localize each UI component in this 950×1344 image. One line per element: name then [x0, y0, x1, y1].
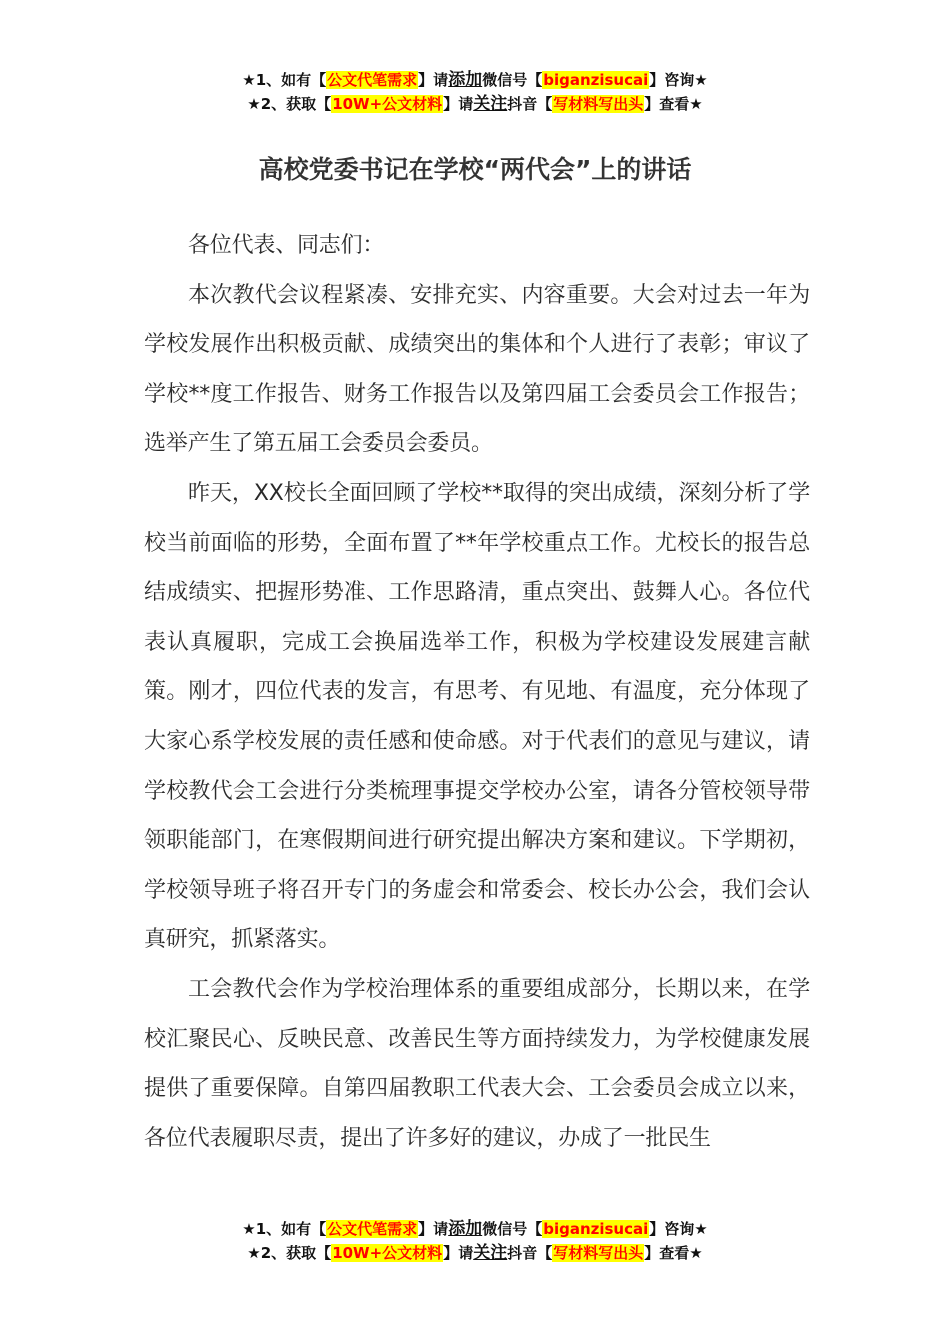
banner-highlight-materials: 10W+公文材料 [332, 1244, 443, 1262]
banner-line-1-suffix: 】咨询★ [649, 71, 708, 89]
banner-line-2-suffix: 】查看★ [644, 95, 703, 113]
banner-highlight-wechat-id: biganzisucai [543, 71, 649, 89]
banner-line-2 [0, 1241, 950, 1265]
banner-line-1-suffix: 】咨询★ [649, 1220, 708, 1238]
document-body [144, 221, 810, 1163]
banner-line-2-mid: 】请 [443, 1244, 474, 1262]
banner-line-2-mid: 】请 [443, 95, 474, 113]
footer-banner [0, 1217, 950, 1265]
banner-line-1-mid2: 微信号【 [482, 71, 543, 89]
banner-line-2-mid2: 抖音【 [507, 95, 553, 113]
banner-line-1-prefix: ★1、如有【 [242, 71, 327, 89]
banner-highlight-service: 公文代笔需求 [327, 1220, 418, 1238]
banner-line-1 [0, 68, 950, 92]
banner-line-1-mid2: 微信号【 [482, 1220, 543, 1238]
paragraph-salutation: 各位代表、同志们： [188, 233, 385, 258]
banner-highlight-materials: 10W+公文材料 [332, 95, 443, 113]
banner-underline-add: 添加 [448, 70, 483, 90]
banner-line-1-prefix: ★1、如有【 [242, 1220, 327, 1238]
banner-line-2-mid2: 抖音【 [507, 1244, 553, 1262]
banner-line-2-prefix: ★2、获取【 [247, 1244, 332, 1262]
banner-line-2 [0, 92, 950, 116]
banner-line-1 [0, 1217, 950, 1241]
paragraph: 昨天，XX校长全面回顾了学校**取得的突出成绩，深刻分析了学校当前面临的形势，全面布置了**年学校重点工作。尤校长的报告总结成绩实、把握形势准、工作思路清，重点突出、鼓舞人心。各位代表认真履职，完成工会换届选举工作，积极为学校建设发展建言献策。刚才，四位代表的发言，有思考、有见地、有温度，充分体现了大家心系学校发展的责任感和使命感。对于代表们的意见与建议，请学校教代会工会进行分类梳理事提交学校办公室，请各分管校领导带领职能部门，在寒假期间进行研究提出解决方案和建议。下学期初，学校领导班子将召开专门的务虚会和常委会、校长办公会，我们会认真研究，抓紧落实。 [144, 480, 810, 953]
paragraph: 本次教代会议程紧凑、安排充实、内容重要。大会对过去一年为学校发展作出积极贡献、成绩突出的集体和个人进行了表彰；审议了学校**度工作报告、财务工作报告以及第四届工会委员会工作报告；选举产生了第五届工会委员会委员。 [144, 282, 810, 457]
banner-highlight-douyin: 写材料写出头 [553, 1244, 644, 1262]
document-title: 高校党委书记在学校“两代会”上的讲话 [258, 155, 692, 184]
header-banner [0, 68, 950, 116]
banner-underline-add: 添加 [448, 1219, 483, 1239]
banner-underline-follow: 关注 [473, 94, 508, 114]
banner-underline-follow: 关注 [473, 1243, 508, 1263]
banner-highlight-service: 公文代笔需求 [327, 71, 418, 89]
banner-line-2-prefix: ★2、获取【 [247, 95, 332, 113]
paragraph: 工会教代会作为学校治理体系的重要组成部分，长期以来，在学校汇聚民心、反映民意、改善民生等方面持续发力，为学校健康发展提供了重要保障。自第四届教职工代表大会、工会委员会成立以来，各位代表履职尽责，提出了许多好的建议，办成了一批民生 [144, 976, 810, 1151]
banner-highlight-wechat-id: biganzisucai [543, 1220, 649, 1238]
banner-line-1-mid: 】请 [418, 1220, 449, 1238]
banner-line-1-mid: 】请 [418, 71, 449, 89]
banner-highlight-douyin: 写材料写出头 [553, 95, 644, 113]
banner-line-2-suffix: 】查看★ [644, 1244, 703, 1262]
